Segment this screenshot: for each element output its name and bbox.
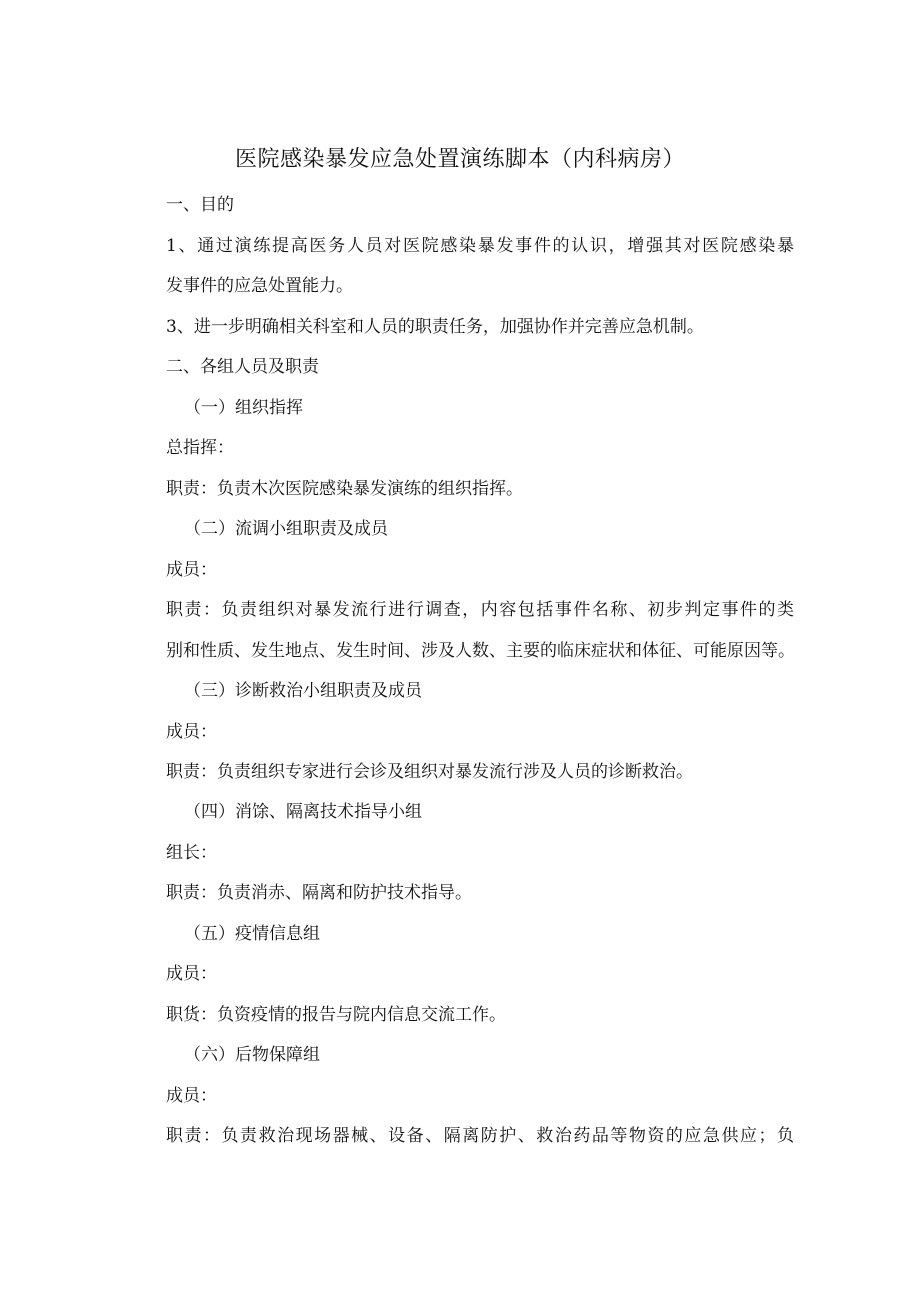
subsection-heading: （三）诊断救治小组职责及成员	[184, 681, 422, 701]
subsection-heading: （四）消馀、隔离技术指导小组	[184, 802, 422, 822]
paragraph-line: 别和性质、发生地点、发生时间、涉及人数、主要的临床症状和体征、可能原因等。	[166, 641, 795, 661]
subsection-heading: （二）流调小组职责及成员	[184, 519, 388, 539]
field-label: 总指挥：	[166, 438, 234, 458]
paragraph-line: 职责：负责救治现场器械、设备、隔离防护、救治药品等物资的应急供应；负	[166, 1126, 794, 1146]
paragraph-line: 职货：负资疫情的报告与院内信息交流工作。	[166, 1005, 506, 1025]
paragraph-line: 职责：负责组织对暴发流行进行调查，内容包括事件名称、初步判定事件的类	[166, 600, 794, 620]
field-label: 成员：	[166, 560, 217, 580]
subsection-heading: （五）疫情信息组	[184, 924, 320, 944]
field-label: 成员：	[166, 722, 217, 742]
paragraph-line: 1、通过演练提高医务人员对医院感染暴发事件的认识，增强其对医院感染暴	[166, 236, 794, 256]
paragraph-line: 3、进一步明确相关科室和人员的职责任务，加强协作并完善应急机制。	[166, 317, 704, 337]
field-label: 组长：	[166, 843, 217, 863]
subsection-heading: （六）后物保障组	[184, 1045, 320, 1065]
paragraph-line: 职责：负责消赤、隔离和防护技术指导。	[166, 883, 472, 903]
section-heading-roles: 二、各组人员及职责	[166, 357, 319, 377]
paragraph-line: 职责：负责组织专家进行会诊及组织对暴发流行涉及人员的诊断救治。	[166, 762, 693, 782]
section-heading-purpose: 一、目的	[166, 195, 234, 215]
field-label: 成员：	[166, 1086, 217, 1106]
field-label: 成员：	[166, 964, 217, 984]
paragraph-line: 发事件的应急处置能力。	[166, 276, 353, 296]
subsection-heading: （一）组织指挥	[184, 398, 303, 418]
paragraph-line: 职责：负责木次医院感染暴发演练的组织指挥。	[166, 479, 523, 499]
document-title: 医院感染暴发应急处置演练脚本（内科病房）	[234, 147, 685, 172]
